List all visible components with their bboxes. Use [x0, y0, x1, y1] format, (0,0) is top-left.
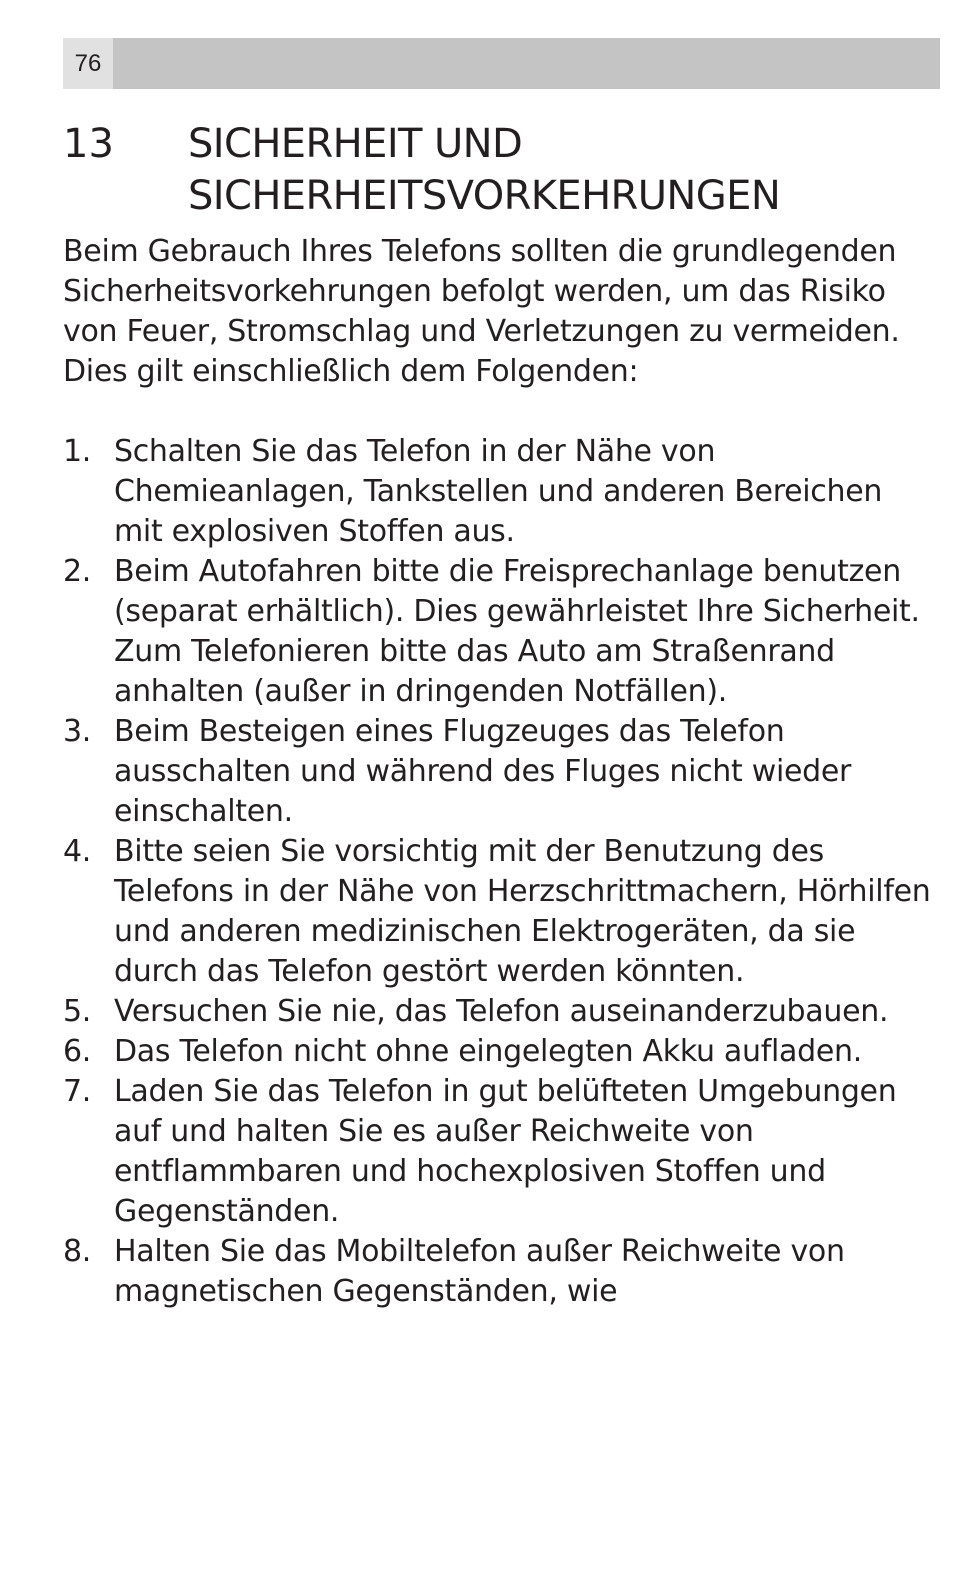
page-header-bar: [63, 38, 940, 89]
list-item-number: 7.: [63, 1074, 92, 1109]
list-item-number: 3.: [63, 714, 92, 749]
section-title: [188, 118, 948, 222]
list-item-text: Bitte seien Sie vorsichtig mit der Benutzung des Telefons in der Nähe von Herzschrittmachern, Hörhilfen und anderen medizinischen Elektrogeräten, da sie durch das Telefon gestört werden könnten.: [114, 834, 931, 989]
list-item: [63, 1232, 933, 1312]
list-item-text: Schalten Sie das Telefon in der Nähe von Chemieanlagen, Tankstellen und anderen Bereichen mit explosiven Stoffen aus.: [114, 434, 883, 549]
list-item: [63, 1072, 933, 1232]
list-item: [63, 832, 933, 992]
section-number: 13: [63, 121, 114, 167]
list-item-number: 6.: [63, 1034, 92, 1069]
list-item: [63, 712, 933, 832]
list-item-text: Laden Sie das Telefon in gut belüfteten Umgebungen auf und halten Sie es außer Reichweite von entflammbaren und hochexplosiven Stoffen und Gegenständen.: [114, 1074, 897, 1229]
list-item-text: Versuchen Sie nie, das Telefon auseinanderzubauen.: [114, 994, 889, 1029]
list-item-text: Beim Besteigen eines Flugzeuges das Telefon ausschalten und während des Fluges nicht wieder einschalten.: [114, 714, 852, 829]
list-item-number: 2.: [63, 554, 92, 589]
list-item-text: Beim Autofahren bitte die Freisprechanlage benutzen (separat erhältlich). Dies gewährleistet Ihre Sicherheit. Zum Telefonieren bitte das Auto am Straßenrand anhalten (außer in dringenden Notfällen).: [114, 554, 920, 709]
page-number: 76: [63, 38, 113, 89]
section-title-line-2: SICHERHEITSVORKEHRUNGEN: [188, 173, 781, 219]
list-item: [63, 432, 933, 552]
intro-paragraph: Beim Gebrauch Ihres Telefons sollten die grundlegenden Sicherheitsvorkehrungen befolgt werden, um das Risiko von Feuer, Stromschlag und Verletzungen zu vermeiden. Dies gilt einschließlich dem Folgenden:: [63, 234, 900, 389]
list-item-number: 5.: [63, 994, 92, 1029]
list-item: [63, 1032, 933, 1072]
list-item-number: 4.: [63, 834, 92, 869]
section-title-line-1: SICHERHEIT UND: [188, 121, 523, 167]
list-item: [63, 552, 933, 712]
list-item-text: Das Telefon nicht ohne eingelegten Akku aufladen.: [114, 1034, 862, 1069]
list-item-number: 8.: [63, 1234, 92, 1269]
list-item-number: 1.: [63, 434, 92, 469]
list-item-text: Halten Sie das Mobiltelefon außer Reichweite von magnetischen Gegenständen, wie: [114, 1234, 845, 1309]
list-item: [63, 992, 933, 1032]
safety-list: [63, 432, 933, 1312]
